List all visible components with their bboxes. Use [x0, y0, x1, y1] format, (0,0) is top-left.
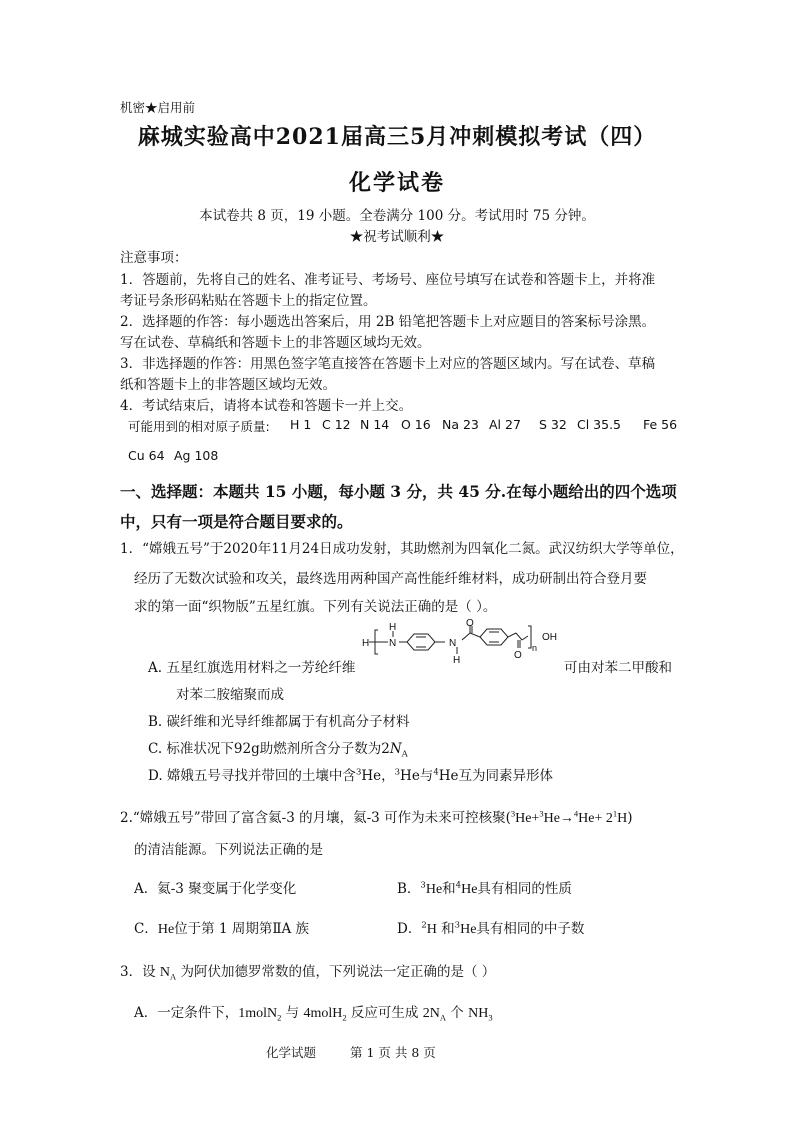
atomic-mass-label: 可能用到的相对原子质量:	[128, 419, 270, 434]
notes-line: 2．选择题的作答：每小题选出答案后，用 2B 铅笔把答题卡上对应题目的答案标号涂黑。	[120, 314, 656, 330]
confidential-mark: 机密★启用前	[120, 100, 196, 115]
footer-subject: 化学试题	[266, 1045, 317, 1060]
notes-line: 写在试卷、草稿纸和答题卡上的非答题区域均无效。	[120, 335, 431, 351]
atomic-mass-o: O 16	[401, 417, 431, 432]
q3-stem: 3．设 $N_A$ 为阿伏加德罗常数的值，下列说法一定正确的是（ ）	[120, 964, 496, 982]
notes-line: 考证号条形码粘贴在答题卡上的指定位置。	[120, 293, 377, 309]
exam-title: 麻城实验高中2021届高三5月冲刺模拟考试（四）	[137, 124, 657, 150]
struct-h-left: H	[362, 638, 370, 649]
struct-n1: N	[389, 638, 397, 649]
atomic-mass-c: C 12	[322, 417, 351, 432]
q1-option-c: C. 标准状况下92g助燃剂所含分子数为$2N_A$	[148, 741, 408, 760]
footer-page-number: 第 1 页 共 8 页	[350, 1045, 436, 1060]
atomic-mass-ag: Ag 108	[174, 448, 219, 463]
atomic-mass-al: Al 27	[489, 417, 521, 432]
q3-option-a: A．一定条件下，1molN$_2$ 与 4molH$_2$ 反应可生成 $2N_A$ 个 $NH_3$	[134, 1005, 493, 1023]
atomic-mass-fe: Fe 56	[643, 417, 678, 432]
q1-stem-line: 1．“嫦娥五号”于2020年11月24日成功发射，其助燃剂为四氧化二氮。武汉纺织大学等单位，	[120, 541, 684, 557]
atomic-mass-cu: Cu 64	[128, 448, 165, 463]
notes-line: 纸和答题卡上的非答题区域均无效。	[120, 377, 336, 393]
q1-option-b: B. 碳纤维和光导纤维都属于有机高分子材料	[148, 714, 410, 730]
q1-option-a-suffix: 可由对苯二甲酸和	[564, 660, 672, 676]
q1-option-a: A. 五星红旗选用材料之一芳纶纤维	[148, 660, 356, 676]
q1-option-d: D. 嫦娥五号寻找并带回的土壤中含$^3$He，$^3$He与$^4$He互为同素异形体	[148, 767, 553, 784]
atomic-mass-na: Na 23	[442, 417, 479, 432]
q2-stem-cont: 的清洁能源。下列说法正确的是	[134, 842, 323, 858]
struct-n-subscript: n	[532, 643, 538, 653]
struct-h-bottom: H	[453, 655, 461, 666]
atomic-mass-h: H 1	[290, 417, 312, 432]
exam-wish: ★祝考试顺利★	[349, 229, 445, 245]
exam-subtitle: 化学试卷	[348, 170, 445, 196]
struct-o-top: O	[466, 618, 474, 629]
notes-heading: 注意事项：	[120, 250, 188, 266]
q2-option-c: C．He位于第 1 周期第ⅡA 族	[134, 921, 310, 937]
section-heading: 一、选择题：本题共 15 小题，每小题 3 分，共 45 分.在每小题给出的四个选项	[120, 482, 677, 501]
q2-option-d: D．$^2$H 和$^3$He具有相同的中子数	[397, 920, 585, 937]
q1-stem-line: 经历了无数次试验和攻关，最终选用两种国产高性能纤维材料，成功研制出符合登月要	[134, 571, 647, 587]
struct-h-top: H	[389, 622, 397, 633]
exam-meta: 本试卷共 8 页，19 小题。全卷满分 100 分。考试用时 75 分钟。	[199, 208, 595, 224]
atomic-mass-s: S 32	[539, 417, 567, 432]
struct-o-bottom: O	[514, 650, 522, 661]
fusion-equation: $^3He+^3He\to^4He+ 2^1H$	[510, 808, 628, 826]
q1-option-a-cont: 对苯二胺缩聚而成	[176, 687, 284, 703]
q2-option-b: B．$^3$He和$^4$He具有相同的性质	[397, 880, 572, 897]
notes-line: 1．答题前，先将自己的姓名、准考证号、考场号、座位号填写在试卷和答题卡上，并将准	[120, 272, 656, 288]
notes-line: 3．非选择题的作答：用黑色签字笔直接答在答题卡上对应的答题区域内。写在试卷、草稿	[120, 356, 656, 372]
atomic-mass-cl: Cl 35.5	[577, 417, 622, 432]
q1-stem-line: 求的第一面“织物版”五星红旗。下列有关说法正确的是（ ）。	[134, 599, 497, 615]
q2-stem: 2.“嫦娥五号”带回了富含氦-3 的月壤，氦-3 可作为未来可控核聚$(^3He+^3He\to^4He+ 2^1H)$	[120, 808, 633, 826]
struct-oh: OH	[542, 632, 557, 643]
aramid-structure-diagram	[360, 618, 565, 668]
section-heading-cont: 中，只有一项是符合题目要求的。	[120, 512, 353, 531]
notes-line: 4．考试结束后，请将本试卷和答题卡一并上交。	[120, 398, 413, 414]
atomic-mass-n: N 14	[360, 417, 390, 432]
q2-option-a: A．氦-3 聚变属于化学变化	[134, 881, 297, 897]
struct-n2: N	[449, 638, 457, 649]
